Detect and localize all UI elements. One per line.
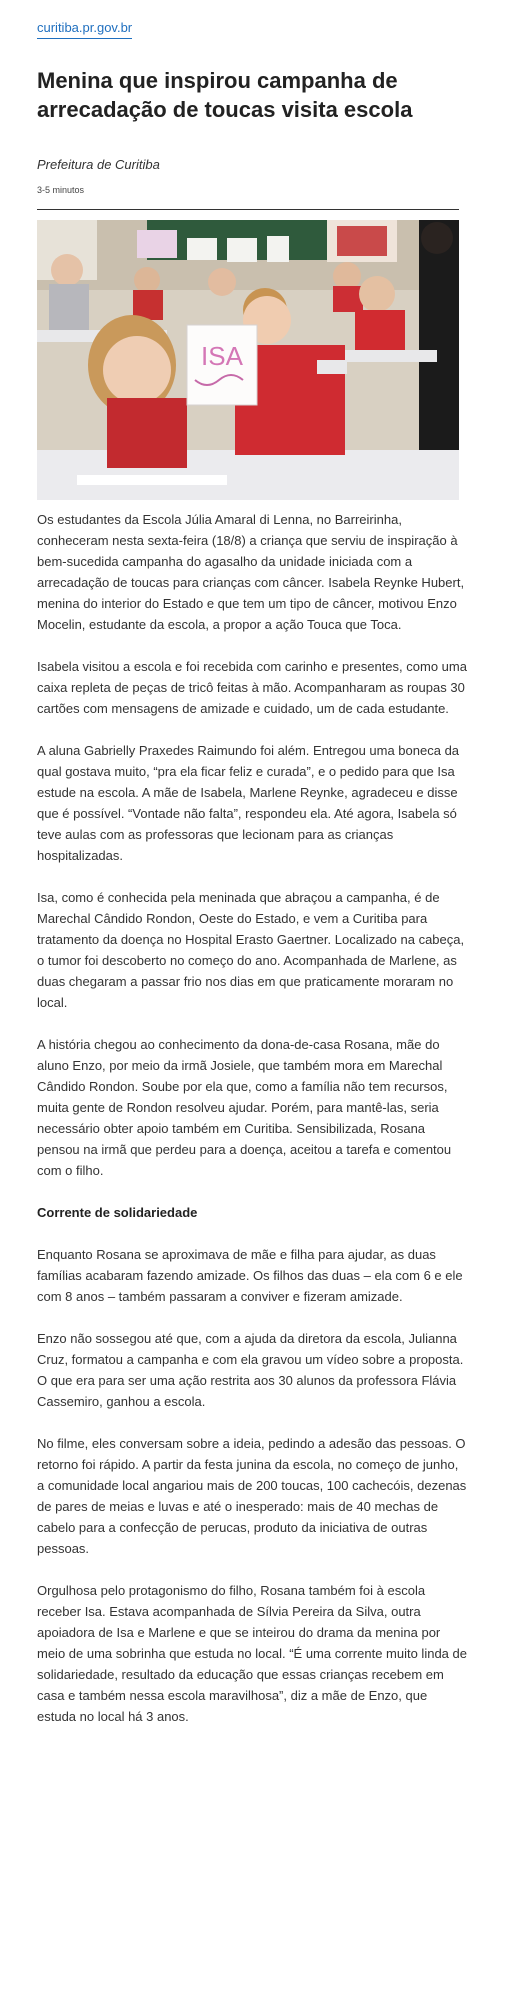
article-paragraph: Os estudantes da Escola Júlia Amaral di Lenna, no Barreirinha, conheceram nesta sexta-feira (18/8) a criança que serviu de inspiração à bem-sucedida campanha do agasalho da unidade iniciada com a arrecadação de toucas para crianças com câncer. Isabela Reynke Hubert, menina do interior do Estado e que tem um tipo de câncer, motivou Enzo Mocelin, estudante da escola, a propor a ação Touca que Toca. [37,512,465,632]
article-paragraph: A aluna Gabrielly Praxedes Raimundo foi além. Entregou uma boneca da qual gostava muito, “pra ela ficar feliz e curada”, e o pedido para que Isa estude na escola. A mãe de Isabela, Marlene Reynke, agradeceu e disse que é possível. “Vontade não falta”, respondeu ela. Até agora, Isabela só teve aulas com as professoras que lecionam para as crianças hospitalizadas. [37,743,460,863]
read-time: 3-5 minutos [37,185,85,195]
article-photo [37,220,459,500]
article-paragraph: Enquanto Rosana se aproximava de mãe e filha para ajudar, as duas famílias acabaram fazendo amizade. Os filhos das duas – ela com 6 e ele com 8 anos – também passaram a conviver e fizeram amizade. [37,1247,463,1304]
classroom-photo-illustration [37,220,459,500]
article-paragraph: Isa, como é conhecida pela meninada que abraçou a campanha, é de Marechal Cândido Rondon, Oeste do Estado, e vem a Curitiba para tratamento da doença no Hospital Erasto Gaertner. Localizado na cabeça, o tumor foi descoberto no começo do ano. Acompanhada de Marlene, as duas chegaram a passar frio nos dias em que praticamente moraram no local. [37,890,465,1010]
header-divider [37,209,459,210]
article-paragraph: A história chegou ao conhecimento da dona-de-casa Rosana, mãe do aluno Enzo, por meio da irmã Josiele, que também mora em Marechal Cândido Rondon. Soube por ela que, como a família não tem recursos, muita gente de Rondon resolveu ajudar. Porém, para mantê-las, seria necessário obter apoio também em Curitiba. Sensibilizada, Rosana pensou na irmã que perdeu para a doença, aceitou a tarefa e comentou com o filho. [37,1037,452,1178]
article-paragraph: Orgulhosa pelo protagonismo do filho, Rosana também foi à escola receber Isa. Estava acompanhada de Sílvia Pereira da Silva, outra apoiadora de Isa e Marlene e que se inteirou do drama da menina por meio de uma sobrinha que estuda no local. “É uma corrente muito linda de solidariedade, resultado da educação que essas crianças recebem em casa e também nessa escola maravilhosa”, diz a mãe de Enzo, que estuda no local há 3 anos. [37,1583,467,1724]
section-subheading: Corrente de solidariedade [37,1205,198,1220]
source-domain-link[interactable]: curitiba.pr.gov.br [37,20,132,39]
article-body [37,509,467,1748]
article-byline: Prefeitura de Curitiba [37,157,160,172]
photo-sign-text: ISA [201,341,243,371]
article-paragraph: Enzo não sossegou até que, com a ajuda da diretora da escola, Julianna Cruz, formatou a campanha e com ela gravou um vídeo sobre a proposta. O que era para ser uma ação restrita aos 30 alunos da professora Flávia Cassemiro, ganhou a escola. [37,1331,464,1409]
article-paragraph: Isabela visitou a escola e foi recebida com carinho e presentes, como uma caixa repleta de peças de tricô feitas à mão. Acompanharam as roupas 30 cartões com mensagens de amizade e cuidado, um de cada estudante. [37,659,467,716]
article-title: Menina que inspirou campanha de arrecadação de toucas visita escola [37,68,413,122]
article-paragraph: No filme, eles conversam sobre a ideia, pedindo a adesão das pessoas. O retorno foi rápido. A partir da festa junina da escola, no começo de junho, a comunidade local angariou mais de 200 toucas, 100 cachecóis, dezenas de pares de meias e luvas e até o inesperado: mais de 40 mechas de cabelo para a confecção de perucas, produto da iniciativa de outras pessoas. [37,1436,467,1556]
